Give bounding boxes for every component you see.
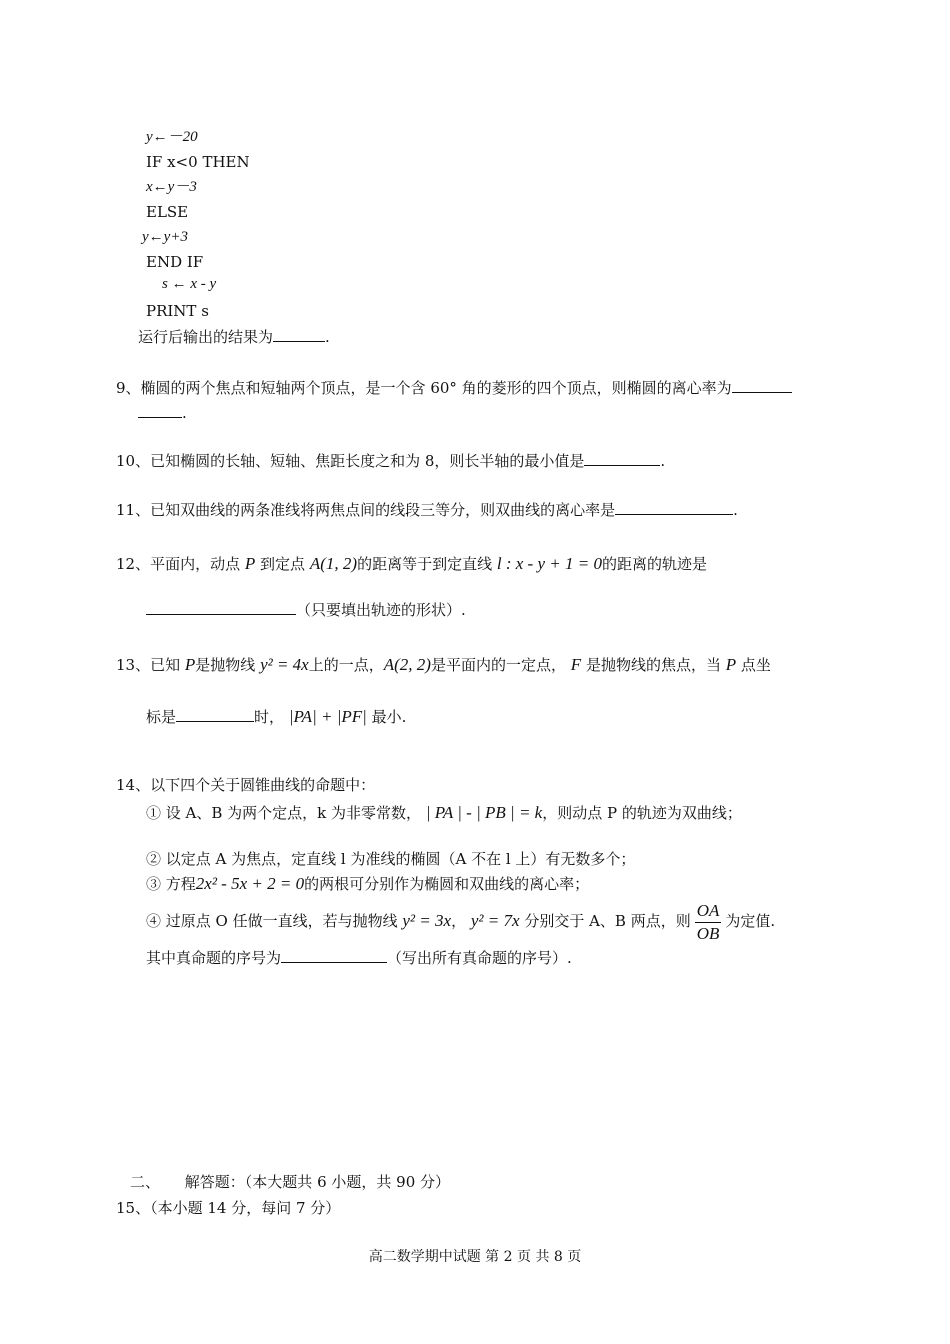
q14-s4-text-c: 为定值. (725, 912, 776, 930)
q9-text: 9、椭圆的两个焦点和短轴两个顶点，是一个含 60° 角的菱形的四个顶点，则椭圆的离心率为 (116, 379, 732, 397)
code-result-prefix: 运行后输出的结果为 (138, 328, 274, 346)
q13-var-p: P (184, 655, 196, 674)
q13-text-6: 点坐 (740, 656, 771, 674)
q11-line (116, 500, 738, 520)
section-title: 解答题：（本大题共 6 小题，共 90 分） (184, 1173, 451, 1191)
q13-parabola: y² = 4x (260, 655, 309, 674)
q14-s4-text-b: 分别交于 A、B 两点，则 (524, 912, 691, 930)
q13-point-a: A(2, 2) (383, 655, 431, 674)
code-result (138, 327, 330, 347)
q14-s3-text-a: ③ 方程 (146, 875, 196, 893)
q15-line: 15、（本小题 14 分，每问 7 分） (116, 1199, 341, 1217)
section-heading (130, 1172, 450, 1192)
q10-text: 10、已知椭圆的长轴、短轴、焦距长度之和为 8，则长半轴的最小值是 (116, 452, 585, 470)
q13-expr: |PA| + |PF| (288, 707, 367, 726)
answer-blank[interactable] (176, 707, 254, 722)
q13-var-f: F (570, 655, 582, 674)
q14-ans-suffix: （写出所有真命题的序号）. (387, 949, 572, 967)
q13-line-2 (146, 707, 406, 727)
q12-text-3: 的距离等于到定直线 (357, 555, 493, 573)
q14-s4-expr-1: y² = 3x (402, 911, 452, 930)
answer-blank[interactable] (584, 451, 660, 466)
q14-s1-expr: | PA | - | PB | = k (425, 803, 543, 822)
q13-line-1 (116, 655, 771, 675)
q14-statement-1 (146, 803, 742, 823)
q12-var-p: P (244, 554, 256, 573)
q12-text-4: 的距离的轨迹是 (601, 555, 707, 573)
q12-suffix: （只要填出轨迹的形状）. (296, 601, 466, 619)
q13-l2-suffix: 最小. (371, 708, 407, 726)
answer-blank[interactable] (615, 500, 733, 515)
q14-ans-prefix: 其中真命题的序号为 (146, 949, 282, 967)
q14-s3-expr: 2x² - 5x + 2 = 0 (195, 874, 305, 893)
q11-text: 11、已知双曲线的两条准线将两焦点间的线段三等分，则双曲线的离心率是 (116, 501, 616, 519)
code-result-suffix: . (325, 328, 330, 346)
code-line-7: s ← x - y (162, 276, 217, 292)
code-line-1: y←－20 (146, 129, 198, 145)
code-line-8: PRINT s (146, 302, 209, 320)
code-line-5: y←y+3 (142, 229, 188, 245)
q10-end: . (660, 452, 666, 470)
q14-fraction (695, 900, 722, 945)
q9-line-2 (138, 403, 187, 423)
q13-text-1: 13、已知 (116, 656, 181, 674)
q14-statement-2: ② 以定点 A 为焦点，定直线 l 为准线的椭圆（A 不在 l 上）有无数多个； (146, 850, 636, 868)
code-line-3: x←y－3 (146, 179, 197, 195)
q10-line (116, 451, 665, 471)
q9-line-1 (116, 378, 792, 398)
answer-blank[interactable] (281, 948, 387, 963)
q14-s4-expr-2: y² = 7x (470, 911, 520, 930)
fraction-denominator: OB (696, 923, 720, 943)
code-line-2: IF x<0 THEN (146, 153, 250, 171)
q13-text-4: 是平面内的一定点， (430, 656, 566, 674)
q13-var-p2: P (725, 655, 737, 674)
q13-text-3: 上的一点， (308, 656, 384, 674)
q14-statement-3 (146, 874, 589, 894)
code-line-6: END IF (146, 253, 204, 271)
q13-l2-prefix: 标是 (146, 708, 177, 726)
answer-blank[interactable] (146, 600, 296, 615)
q12-text-1: 12、平面内，动点 (116, 555, 241, 573)
q12-point-a: A(1, 2) (309, 554, 358, 573)
q11-end: . (733, 501, 738, 519)
q12-line-2 (146, 600, 466, 620)
section-number: 二、 (130, 1173, 161, 1191)
answer-blank[interactable] (732, 378, 792, 393)
q14-intro: 14、以下四个关于圆锥曲线的命题中： (116, 776, 376, 794)
q13-l2-mid: 时， (254, 708, 285, 726)
fraction-numerator: OA (695, 900, 722, 923)
q12-line-1 (116, 554, 707, 574)
page-footer: 高二数学期中试题 第 2 页 共 8 页 (368, 1249, 582, 1265)
q13-text-5: 是抛物线的焦点，当 (585, 656, 721, 674)
q14-statement-4 (146, 899, 775, 945)
q13-text-2: 是抛物线 (195, 656, 256, 674)
q12-text-2: 到定点 (260, 555, 306, 573)
q9-end: . (182, 404, 187, 422)
q14-s1-text-a: ① 设 A、B 为两个定点，k 为非零常数， (146, 804, 422, 822)
q14-s1-text-b: ，则动点 P 的轨迹为双曲线； (542, 804, 742, 822)
answer-blank[interactable] (273, 327, 325, 342)
q14-s3-text-b: 的两根可分别作为椭圆和双曲线的离心率； (304, 875, 590, 893)
q12-line-eq: l : x - y + 1 = 0 (496, 554, 602, 573)
q14-answer (146, 948, 572, 968)
code-line-4: ELSE (146, 203, 189, 221)
q14-s4-text-a: ④ 过原点 O 任做一直线，若与抛物线 (146, 912, 398, 930)
q14-s4-sep: ， (451, 912, 467, 930)
answer-blank[interactable] (138, 403, 182, 418)
